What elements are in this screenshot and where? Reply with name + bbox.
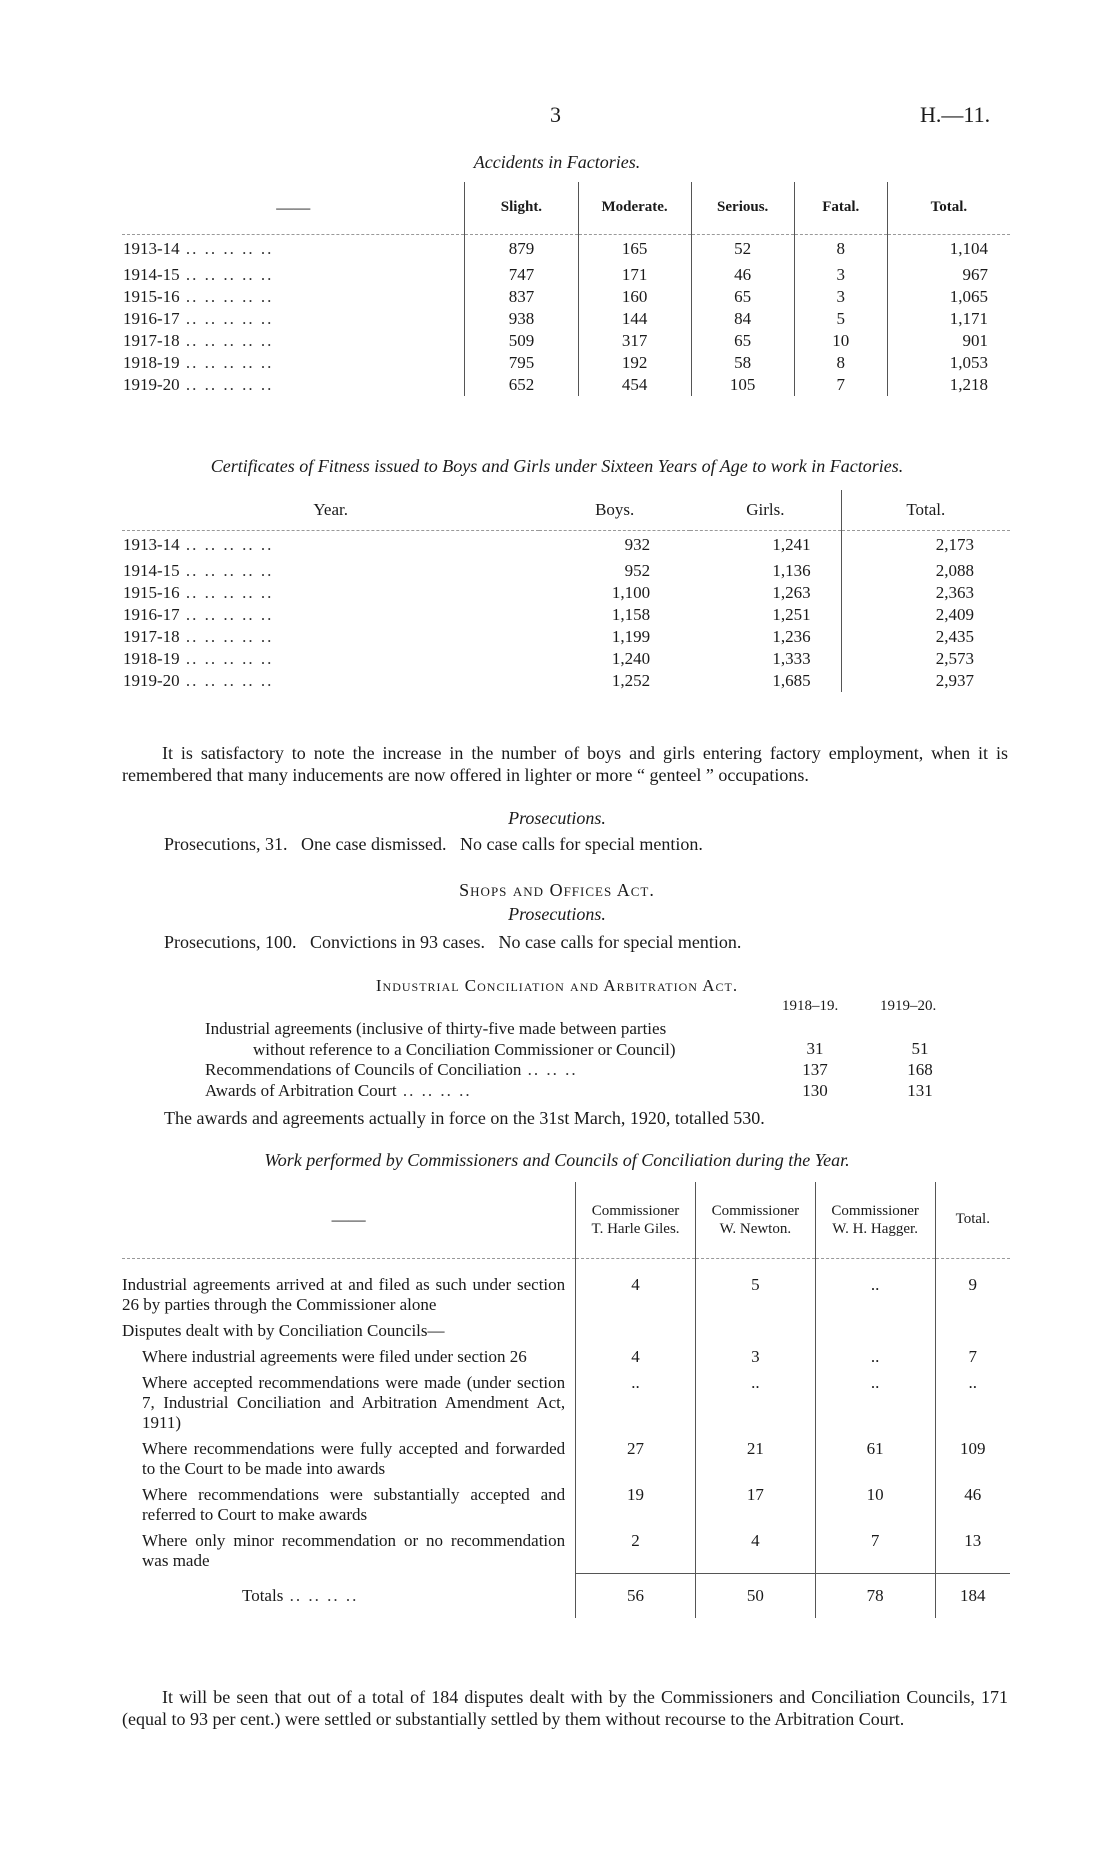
table-cell <box>935 1318 1010 1344</box>
row-label: Where industrial agreements were filed under section 26 <box>142 1346 527 1366</box>
table-cell: 8 <box>794 352 887 374</box>
table-row <box>122 626 1010 648</box>
table-cell: 2,173 <box>841 530 1010 560</box>
ica-row-recommendations <box>205 1060 785 1080</box>
row-year-cell <box>122 582 539 604</box>
dash-header: —— <box>276 197 311 217</box>
paragraph-factory-employment: It is satisfactory to note the increase in the number of boys and girls entering factory employment, when it is remembered that many inducements are now offered in lighter or more “ genteel ” occupations. <box>122 743 1008 785</box>
totals-label: Totals <box>242 1585 284 1605</box>
col-label-line2: W. H. Hagger. <box>832 1220 918 1237</box>
table-cell: 952 <box>624 561 651 580</box>
table-cell: .. <box>815 1258 935 1318</box>
table-cell: 2,937 <box>841 670 1010 692</box>
row-year: 1914-15 <box>123 265 180 284</box>
table-cell: 1,240 <box>611 649 651 668</box>
table-cell: 901 <box>887 330 1010 352</box>
table-cell: 1,241 <box>772 535 811 555</box>
table-cell: 27 <box>576 1436 696 1482</box>
row-year: 1919-20 <box>123 671 180 690</box>
table-row <box>122 582 1010 604</box>
totals-row <box>122 1574 1010 1618</box>
work-title: Work performed by Commissioners and Councils of Conciliation during the Year. <box>264 1150 850 1170</box>
ica-year-1: 1918–19. <box>782 998 839 1014</box>
row-year: 1913-14 <box>123 535 180 555</box>
dash-header: —— <box>331 1209 366 1229</box>
col-label-line1: Commissioner <box>591 1202 680 1219</box>
shops-prosecutions-text: Prosecutions, 100. Convictions in 93 cases. No case calls for special mention. <box>164 932 742 952</box>
prosecutions-text: Prosecutions, 31. One case dismissed. No case calls for special mention. <box>164 834 703 854</box>
col-label-line1: Commissioner <box>711 1202 800 1219</box>
table-row <box>122 1318 1010 1344</box>
col-label-line2: T. Harle Giles. <box>591 1220 680 1237</box>
table-cell: 1,263 <box>772 583 811 602</box>
ica-value: 168 <box>907 1060 933 1079</box>
table-cell: 317 <box>578 330 691 352</box>
table-row <box>122 604 1010 626</box>
row-year-cell <box>122 308 465 330</box>
table-cell: 747 <box>465 264 578 286</box>
table-cell: 3 <box>794 264 887 286</box>
leader-dots: .. .. .. .. .. <box>179 561 274 580</box>
table-row <box>122 286 1010 308</box>
leader-dots: .. .. .. .. <box>283 1585 359 1605</box>
table-cell: 7 <box>815 1528 935 1574</box>
row-label: Where recommendations were substantially accepted and referred to Court to make awards <box>142 1484 566 1524</box>
table-cell: 7 <box>935 1344 1010 1370</box>
table-cell: 7 <box>794 374 887 396</box>
table-cell: 4 <box>695 1528 815 1574</box>
table-cell: 837 <box>465 286 578 308</box>
leader-dots: .. .. .. .. .. <box>179 649 274 668</box>
accidents-table <box>122 182 1010 396</box>
table-cell: 932 <box>624 535 651 555</box>
document-code: H.—11. <box>920 102 991 127</box>
col-commissioner-giles <box>576 1182 696 1258</box>
ica-row-awards <box>205 1081 785 1101</box>
leader-dots: .. .. .. .. .. <box>179 265 274 284</box>
table-cell: 1,251 <box>772 605 811 624</box>
row-label: Where recommendations were fully accepted and forwarded to the Court to be made into awards <box>142 1438 566 1478</box>
table-cell: 17 <box>695 1482 815 1528</box>
row-year: 1916-17 <box>123 309 180 328</box>
table-cell: 52 <box>691 234 794 264</box>
table-cell: 13 <box>935 1528 1010 1574</box>
leader-dots: .. .. .. .. .. <box>179 331 274 350</box>
col-serious: Serious. <box>691 182 794 234</box>
row-year: 1915-16 <box>123 583 180 602</box>
table-cell: 184 <box>935 1574 1010 1618</box>
table-cell: 171 <box>578 264 691 286</box>
table-cell: 1,171 <box>887 308 1010 330</box>
col-moderate: Moderate. <box>578 182 691 234</box>
leader-dots: .. .. .. .. .. <box>179 309 274 328</box>
table-row <box>122 374 1010 396</box>
table-row <box>122 1436 1010 1482</box>
col-fatal: Fatal. <box>794 182 887 234</box>
table-cell: 1,685 <box>772 671 811 690</box>
table-cell: 10 <box>794 330 887 352</box>
certificates-title: Certificates of Fitness issued to Boys and Girls under Sixteen Years of Age to work in Factories. <box>210 456 904 476</box>
leader-dots: .. .. .. .. .. <box>179 605 274 624</box>
col-label-line2: W. Newton. <box>719 1220 792 1237</box>
table-cell: 1,252 <box>611 671 651 690</box>
leader-dots: .. .. .. .. .. <box>179 287 274 306</box>
table-cell: 5 <box>794 308 887 330</box>
leader-dots: .. .. .. .. .. <box>179 353 274 372</box>
table-cell: 1,053 <box>887 352 1010 374</box>
table-cell: 3 <box>695 1344 815 1370</box>
row-year: 1913-14 <box>123 239 180 259</box>
row-year: 1916-17 <box>123 605 180 624</box>
table-cell: 1,199 <box>611 627 651 646</box>
table-cell: 3 <box>794 286 887 308</box>
leader-dots: .. .. .. .. .. <box>179 535 274 555</box>
row-year-cell <box>122 286 465 308</box>
leader-dots: .. .. .. .. .. <box>179 627 274 646</box>
work-table <box>122 1182 1010 1618</box>
ica-year-2: 1919–20. <box>880 998 937 1014</box>
table-row <box>122 1482 1010 1528</box>
col-commissioner-newton <box>695 1182 815 1258</box>
row-year-cell <box>122 530 539 560</box>
table-cell <box>576 1318 696 1344</box>
row-year: 1917-18 <box>123 331 180 350</box>
table-cell: 144 <box>578 308 691 330</box>
ica-value: 137 <box>802 1060 828 1079</box>
row-label: Where only minor recommendation or no recommendation was made <box>142 1530 566 1570</box>
row-year-cell <box>122 626 539 648</box>
table-cell: .. <box>815 1344 935 1370</box>
ica-row-label: Recommendations of Councils of Conciliation <box>205 1060 522 1079</box>
ica-row-label: Awards of Arbitration Court <box>205 1081 397 1100</box>
ica-row-label: Industrial agreements (inclusive of thirty-five made between parties <box>205 1019 667 1038</box>
row-label: Industrial agreements arrived at and filed as such under section 26 by parties through the Commissioner alone <box>122 1274 566 1314</box>
table-cell: 1,236 <box>772 627 811 646</box>
table-row <box>122 1258 1010 1318</box>
leader-dots: .. .. .. .. <box>396 1081 472 1100</box>
table-cell: 165 <box>578 234 691 264</box>
table-row <box>122 1370 1010 1436</box>
table-cell: 109 <box>935 1436 1010 1482</box>
ica-heading: Industrial Conciliation and Arbitration Act. <box>375 976 739 995</box>
table-cell: 19 <box>576 1482 696 1528</box>
row-year-cell <box>122 374 465 396</box>
certificates-table <box>122 490 1010 692</box>
ica-value: 130 <box>802 1081 828 1100</box>
table-row <box>122 530 1010 560</box>
table-cell: 1,065 <box>887 286 1010 308</box>
table-row <box>122 330 1010 352</box>
table-cell: 2,088 <box>841 560 1010 582</box>
table-cell <box>695 1318 815 1344</box>
table-cell: 1,158 <box>611 605 651 624</box>
table-cell: 65 <box>691 330 794 352</box>
table-cell: 2,409 <box>841 604 1010 626</box>
table-cell: 8 <box>794 234 887 264</box>
table-cell: 58 <box>691 352 794 374</box>
row-year: 1917-18 <box>123 627 180 646</box>
table-cell: .. <box>815 1370 935 1436</box>
prosecutions-heading: Prosecutions. <box>508 808 606 828</box>
table-row <box>122 560 1010 582</box>
table-cell: 454 <box>578 374 691 396</box>
table-row <box>122 670 1010 692</box>
row-year: 1918-19 <box>123 649 180 668</box>
col-girls: Girls. <box>746 499 785 519</box>
page-number: 3 <box>550 102 561 127</box>
table-cell: 61 <box>815 1436 935 1482</box>
table-cell: 1,333 <box>772 649 811 668</box>
table-cell: .. <box>576 1370 696 1436</box>
row-year: 1918-19 <box>123 353 180 372</box>
table-cell: 10 <box>815 1482 935 1528</box>
table-cell: 46 <box>691 264 794 286</box>
shops-heading: Shops and Offices Act. <box>459 880 655 900</box>
table-cell: 1,100 <box>611 583 651 602</box>
row-year-cell <box>122 330 465 352</box>
leader-dots: .. .. .. .. .. <box>179 583 274 602</box>
table-cell: 78 <box>815 1574 935 1618</box>
col-year: Year. <box>313 499 348 519</box>
col-total: Total. <box>841 490 1010 530</box>
table-cell: 2,435 <box>841 626 1010 648</box>
table-cell: 795 <box>465 352 578 374</box>
table-cell: 105 <box>691 374 794 396</box>
ica-value: 51 <box>911 1039 929 1058</box>
leader-dots: .. .. .. .. .. <box>179 375 274 394</box>
table-cell: 938 <box>465 308 578 330</box>
table-cell: 65 <box>691 286 794 308</box>
col-label-line1: Total. <box>955 1211 990 1228</box>
table-cell: 652 <box>465 374 578 396</box>
table-cell: 879 <box>465 234 578 264</box>
leader-dots: .. .. .. .. .. <box>179 239 274 259</box>
table-cell: 1,218 <box>887 374 1010 396</box>
table-cell: 4 <box>576 1344 696 1370</box>
table-cell: 967 <box>887 264 1010 286</box>
row-label: Disputes dealt with by Conciliation Councils— <box>122 1320 445 1340</box>
shops-prosecutions-heading: Prosecutions. <box>508 904 606 924</box>
row-year: 1915-16 <box>123 287 180 306</box>
row-year-cell <box>122 264 465 286</box>
row-year: 1919-20 <box>123 375 180 394</box>
table-cell: 2,363 <box>841 582 1010 604</box>
table-row <box>122 1528 1010 1574</box>
table-cell: 2 <box>576 1528 696 1574</box>
table-cell: 56 <box>576 1574 696 1618</box>
table-cell: 1,136 <box>772 561 811 580</box>
ica-value: 131 <box>907 1081 933 1100</box>
col-total <box>935 1182 1010 1258</box>
table-cell: 192 <box>578 352 691 374</box>
table-row <box>122 352 1010 374</box>
paragraph-closing: It will be seen that out of a total of 184 disputes dealt with by the Commissioners and Conciliation Councils, 171 (equal to 93 per cent.) were settled or substantially settled by them without recourse to the Arbitration Court. <box>122 1687 1008 1729</box>
leader-dots: .. .. .. .. .. <box>179 671 274 690</box>
col-total: Total. <box>887 182 1010 234</box>
table-row <box>122 308 1010 330</box>
col-slight: Slight. <box>465 182 578 234</box>
table-cell: 9 <box>935 1258 1010 1318</box>
row-year-cell <box>122 670 539 692</box>
col-commissioner-hagger <box>815 1182 935 1258</box>
table-cell: .. <box>935 1370 1010 1436</box>
table-cell: 1,104 <box>887 234 1010 264</box>
table-cell: 160 <box>578 286 691 308</box>
table-cell: 46 <box>935 1482 1010 1528</box>
ica-row-agreements <box>205 1018 676 1060</box>
table-cell: 4 <box>576 1258 696 1318</box>
ica-footer: The awards and agreements actually in force on the 31st March, 1920, totalled 530. <box>164 1108 765 1128</box>
table-row <box>122 264 1010 286</box>
row-year-cell <box>122 234 465 264</box>
row-year-cell <box>122 352 465 374</box>
col-label-line1: Commissioner <box>831 1202 919 1219</box>
totals-label-cell <box>122 1574 576 1618</box>
table-cell: 5 <box>695 1258 815 1318</box>
table-row <box>122 234 1010 264</box>
table-cell: 2,573 <box>841 648 1010 670</box>
table-cell: 509 <box>465 330 578 352</box>
table-cell <box>815 1318 935 1344</box>
row-year-cell <box>122 648 539 670</box>
table-cell: 50 <box>695 1574 815 1618</box>
row-year-cell <box>122 560 539 582</box>
table-cell: 21 <box>695 1436 815 1482</box>
table-cell: 84 <box>691 308 794 330</box>
table-cell: .. <box>695 1370 815 1436</box>
ica-row-label-cont: without reference to a Conciliation Commissioner or Council) <box>253 1040 676 1059</box>
row-year: 1914-15 <box>123 561 180 580</box>
row-year-cell <box>122 604 539 626</box>
accidents-title: Accidents in Factories. <box>473 152 641 172</box>
table-row <box>122 1344 1010 1370</box>
ica-value: 31 <box>806 1039 824 1058</box>
table-row <box>122 648 1010 670</box>
leader-dots: .. .. .. <box>521 1060 578 1079</box>
col-boys: Boys. <box>595 499 635 519</box>
row-label: Where accepted recommendations were made (under section 7, Industrial Conciliation and Arbitration Amendment Act, 1911) <box>142 1372 566 1432</box>
